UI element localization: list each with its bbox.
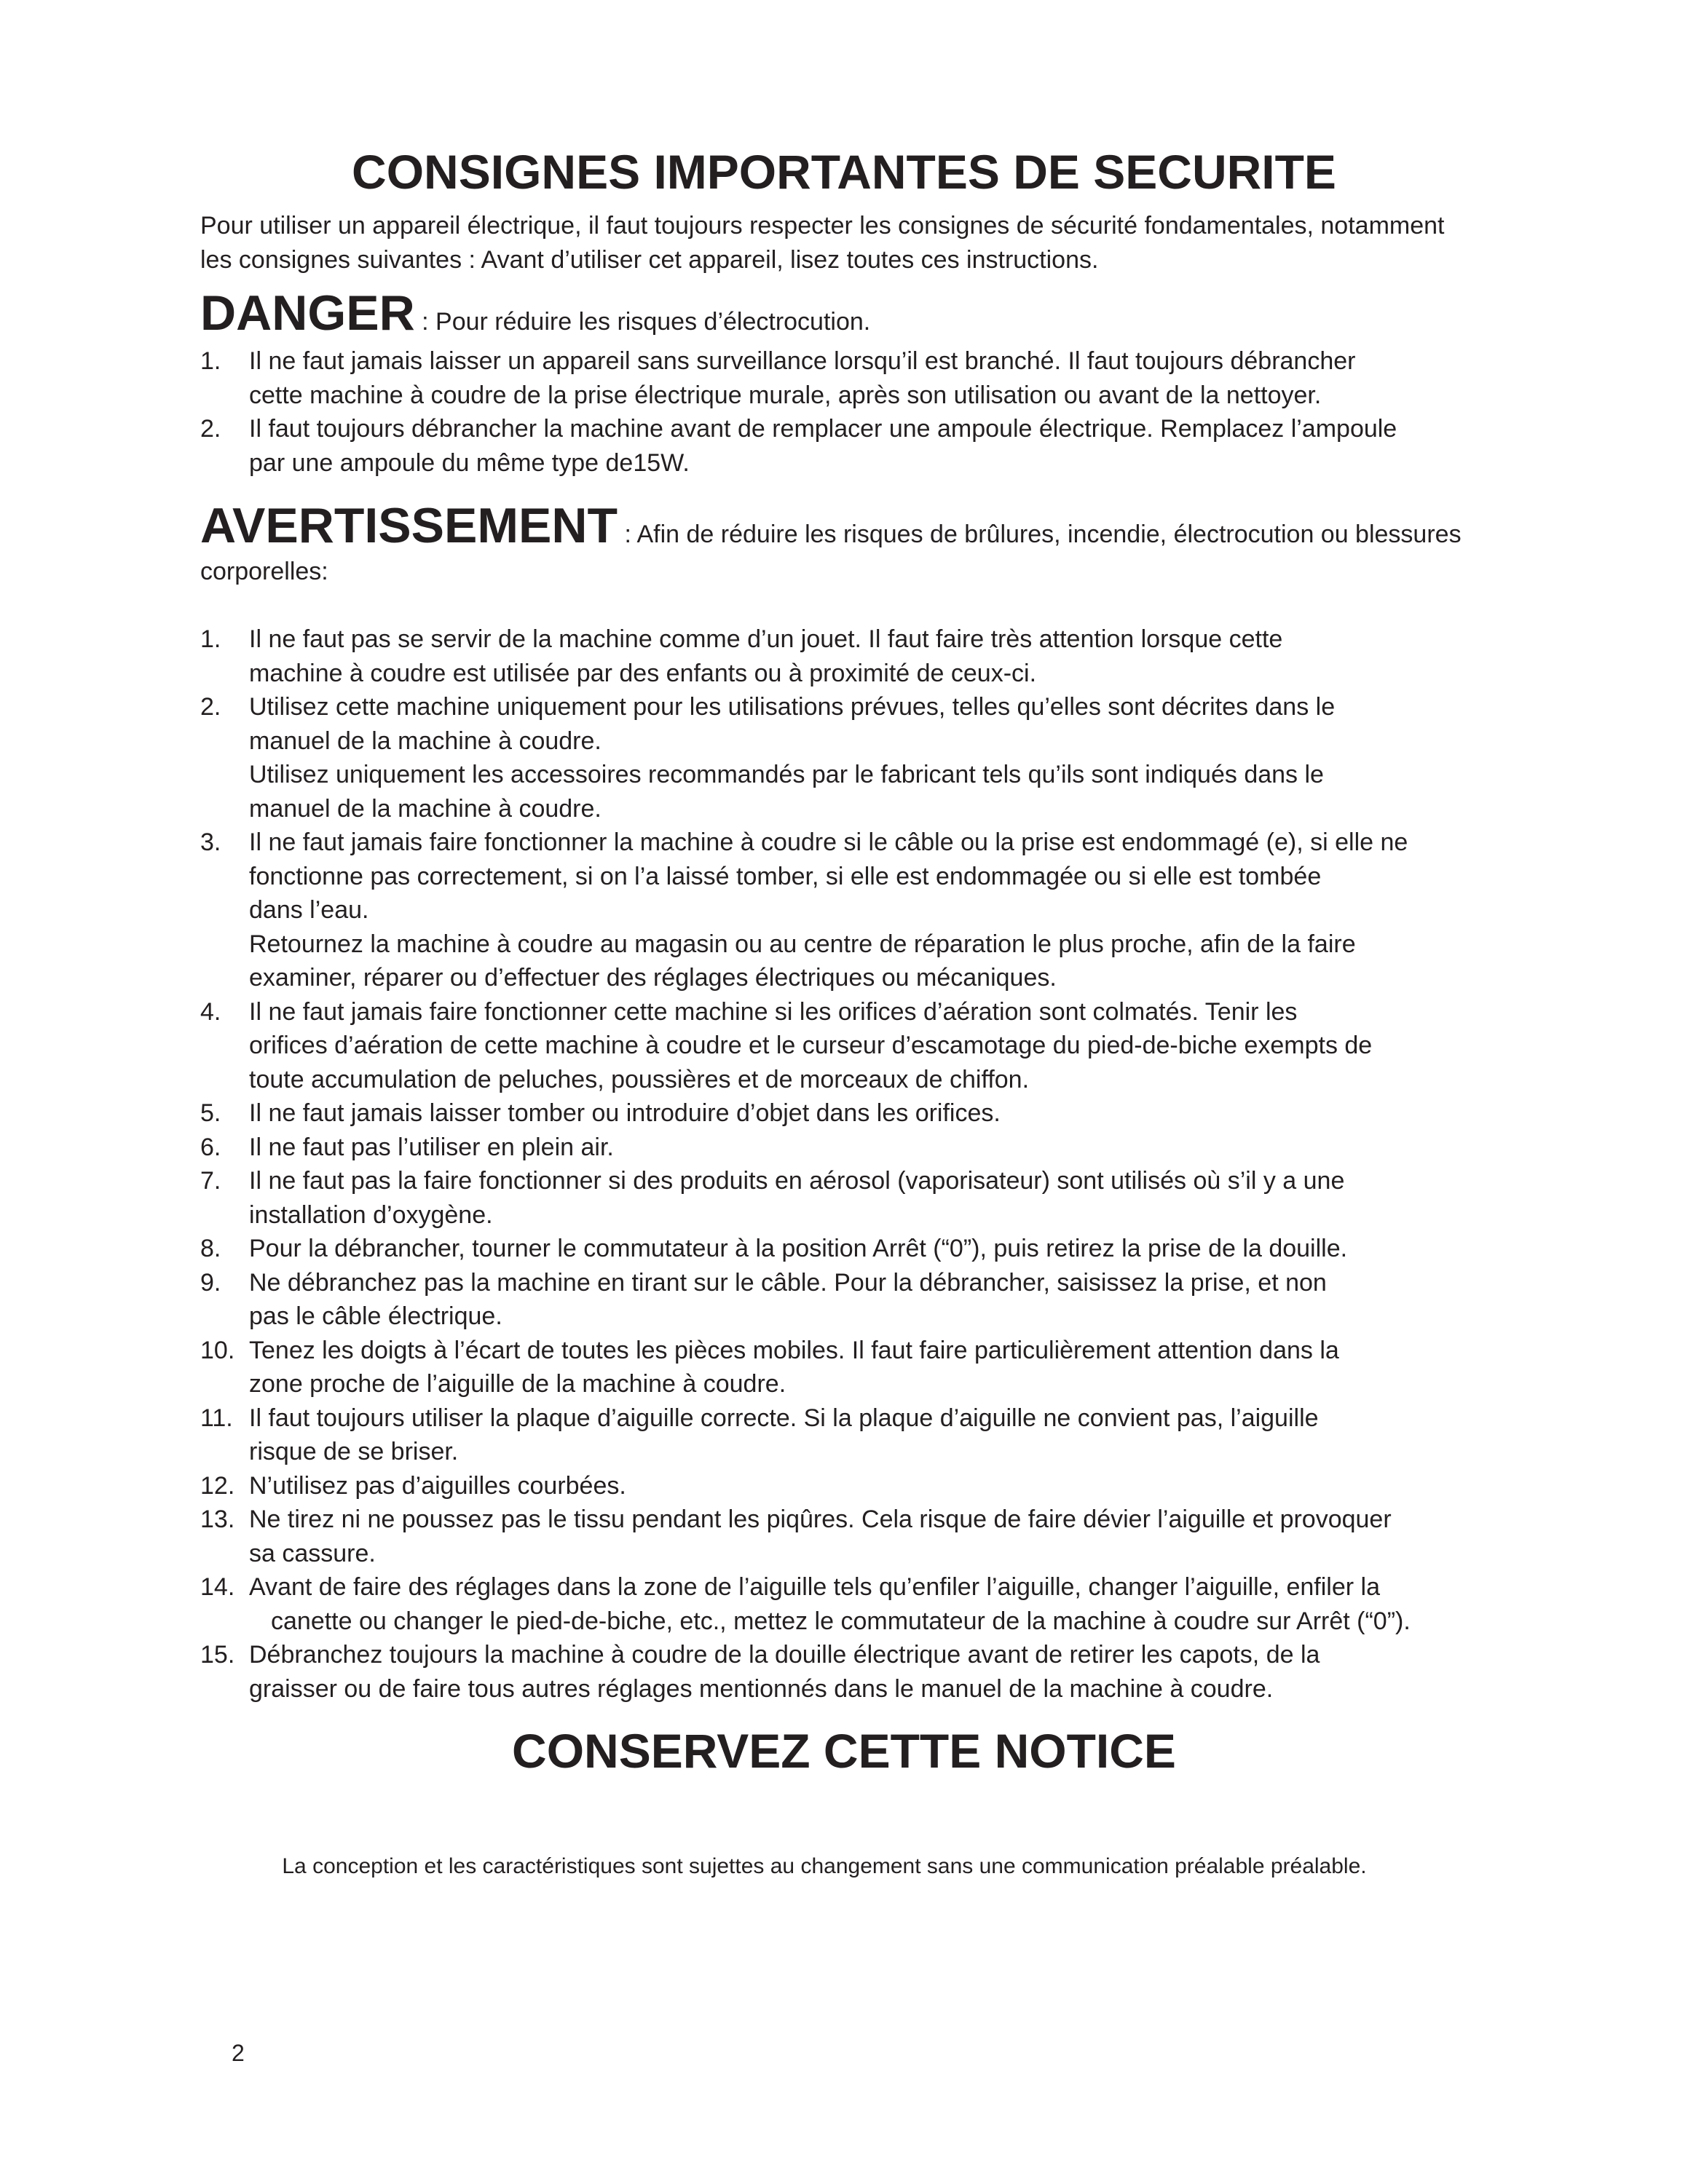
list-item-line: cette machine à coudre de la prise électrique murale, après son utilisation ou avant de la nettoyer. — [249, 381, 1322, 409]
list-item-line: Il ne faut jamais laisser tomber ou introduire d’objet dans les orifices. — [249, 1099, 1001, 1127]
list-item-number: 6. — [200, 1133, 221, 1161]
list-item-line: machine à coudre est utilisée par des enfants ou à proximité de ceux-ci. — [249, 659, 1037, 687]
list-item-line: Il faut toujours utiliser la plaque d’aiguille correcte. Si la plaque d’aiguille ne convient pas, l’aiguille — [249, 1404, 1319, 1432]
list-item-number: 11. — [200, 1404, 233, 1432]
list-item — [200, 1638, 1511, 1706]
list-item-number: 2. — [200, 415, 221, 443]
list-item — [200, 1096, 1511, 1131]
danger-list — [200, 344, 1511, 480]
list-item-line: Avant de faire des réglages dans la zone de l’aiguille tels qu’enfiler l’aiguille, changer l’aiguille, enfiler la — [249, 1573, 1380, 1601]
warning-list — [200, 622, 1511, 1706]
list-item-line: examiner, réparer ou d’effectuer des réglages électriques ou mécaniques. — [249, 964, 1057, 992]
list-item-line: Ne débranchez pas la machine en tirant sur le câble. Pour la débrancher, saisissez la prise, et non — [249, 1268, 1327, 1297]
list-item — [200, 1232, 1511, 1266]
list-item — [200, 344, 1511, 412]
warning-description: : Afin de réduire les risques de brûlures, incendie, électrocution ou blessures — [618, 521, 1462, 548]
specifications-note: La conception et les caractéristiques sont sujettes au changement sans une communication préalable préalable. — [282, 1854, 1367, 1878]
list-item — [200, 826, 1511, 995]
list-item-line: Ne tirez ni ne poussez pas le tissu pendant les piqûres. Cela risque de faire dévier l’aiguille et provoquer — [249, 1506, 1392, 1533]
list-item-line: zone proche de l’aiguille de la machine à coudre. — [249, 1370, 786, 1398]
list-item-number: 5. — [200, 1099, 221, 1127]
list-item-line: Pour la débrancher, tourner le commutateur à la position Arrêt (“0”), puis retirez la prise de la douille. — [249, 1235, 1348, 1262]
list-item-line: manuel de la machine à coudre. — [249, 727, 602, 755]
list-item-line: Il ne faut pas l’utiliser en plein air. — [249, 1133, 614, 1161]
list-item — [200, 1469, 1511, 1503]
list-item — [200, 1503, 1511, 1570]
page-title: CONSIGNES IMPORTANTES DE SECURITE — [352, 145, 1336, 199]
list-item-line: Débranchez toujours la machine à coudre de la douille électrique avant de retirer les capots, de la — [249, 1641, 1320, 1669]
list-item-line: Retournez la machine à coudre au magasin ou au centre de réparation le plus proche, afin de la faire — [249, 930, 1356, 958]
danger-heading: DANGER — [200, 285, 415, 341]
danger-description: : Pour réduire les risques d’électrocution. — [414, 308, 871, 336]
list-item-line: manuel de la machine à coudre. — [249, 794, 602, 823]
intro-line-1: Pour utiliser un appareil électrique, il faut toujours respecter les consignes de sécurité fondamentales, notamment — [200, 212, 1445, 240]
list-item-line: Il ne faut pas la faire fonctionner si des produits en aérosol (vaporisateur) sont utilisés où s’il y a une — [249, 1167, 1345, 1195]
list-item — [200, 1401, 1511, 1469]
list-item-line: Il ne faut jamais faire fonctionner cette machine si les orifices d’aération sont colmatés. Tenir les — [249, 997, 1298, 1026]
list-item-number: 9. — [200, 1268, 221, 1297]
list-item-number: 1. — [200, 347, 221, 375]
intro-line-2: les consignes suivantes : Avant d’utiliser cet appareil, lisez toutes ces instructions. — [200, 245, 1099, 274]
list-item-number: 3. — [200, 828, 221, 856]
warning-header — [200, 496, 1511, 555]
list-item-line: fonctionne pas correctement, si on l’a laissé tomber, si elle est endommagée ou si elle est tombée — [249, 862, 1322, 890]
list-item — [200, 1131, 1511, 1165]
list-item-line: Utilisez uniquement les accessoires recommandés par le fabricant tels qu’ils sont indiqués dans le — [249, 761, 1324, 788]
warning-description-continued: corporelles: — [200, 558, 328, 585]
list-item — [200, 1334, 1511, 1401]
list-item-line: dans l’eau. — [249, 896, 369, 924]
list-item-number: 7. — [200, 1167, 221, 1195]
list-item-line: orifices d’aération de cette machine à coudre et le curseur d’escamotage du pied-de-biche exempts de — [249, 1032, 1373, 1059]
list-item — [200, 1570, 1511, 1638]
list-item-line: sa cassure. — [249, 1539, 376, 1567]
list-item — [200, 1164, 1511, 1232]
page-number: 2 — [232, 2040, 245, 2066]
list-item-number: 2. — [200, 693, 221, 721]
warning-heading: AVERTISSEMENT — [200, 498, 618, 553]
list-item-number: 8. — [200, 1235, 221, 1262]
list-item-number: 12. — [200, 1471, 235, 1500]
list-item-number: 14. — [200, 1573, 235, 1601]
list-item-number: 13. — [200, 1506, 235, 1533]
list-item-line: Tenez les doigts à l’écart de toutes les pièces mobiles. Il faut faire particulièrement attention dans la — [249, 1336, 1339, 1364]
danger-header — [200, 284, 1511, 342]
list-item-number: 1. — [200, 625, 221, 653]
list-item — [200, 412, 1511, 480]
list-item-number: 10. — [200, 1336, 235, 1364]
list-item-line: graisser ou de faire tous autres réglages mentionnés dans le manuel de la machine à coudre. — [249, 1674, 1274, 1703]
list-item-line: par une ampoule du même type de15W. — [249, 448, 690, 477]
intro-paragraph — [200, 209, 1511, 277]
list-item-line: Il ne faut jamais faire fonctionner la machine à coudre si le câble ou la prise est endommagé (e), si elle ne — [249, 828, 1408, 856]
list-item — [200, 690, 1511, 826]
list-item-number: 4. — [200, 997, 221, 1026]
list-item — [200, 995, 1511, 1097]
list-item-line: Il ne faut jamais laisser un appareil sans surveillance lorsqu’il est branché. Il faut toujours débrancher — [249, 347, 1356, 375]
list-item — [200, 1266, 1511, 1334]
list-item-line: canette ou changer le pied-de-biche, etc., mettez le commutateur de la machine à coudre sur Arrêt (“0”). — [271, 1607, 1411, 1635]
list-item-line: risque de se briser. — [249, 1438, 459, 1465]
list-item — [200, 622, 1511, 690]
list-item-line: Il faut toujours débrancher la machine avant de remplacer une ampoule électrique. Remplacez l’ampoule — [249, 415, 1397, 443]
list-item-number: 15. — [200, 1641, 235, 1669]
list-item-line: installation d’oxygène. — [249, 1200, 493, 1229]
list-item-line: N’utilisez pas d’aiguilles courbées. — [249, 1471, 626, 1500]
list-item-line: pas le câble électrique. — [249, 1302, 502, 1330]
footer-title: CONSERVEZ CETTE NOTICE — [512, 1724, 1176, 1778]
list-item-line: toute accumulation de peluches, poussières et de morceaux de chiffon. — [249, 1065, 1030, 1093]
list-item-line: Utilisez cette machine uniquement pour les utilisations prévues, telles qu’elles sont décrites dans le — [249, 693, 1336, 721]
list-item-line: Il ne faut pas se servir de la machine comme d’un jouet. Il faut faire très attention lorsque cette — [249, 625, 1283, 653]
